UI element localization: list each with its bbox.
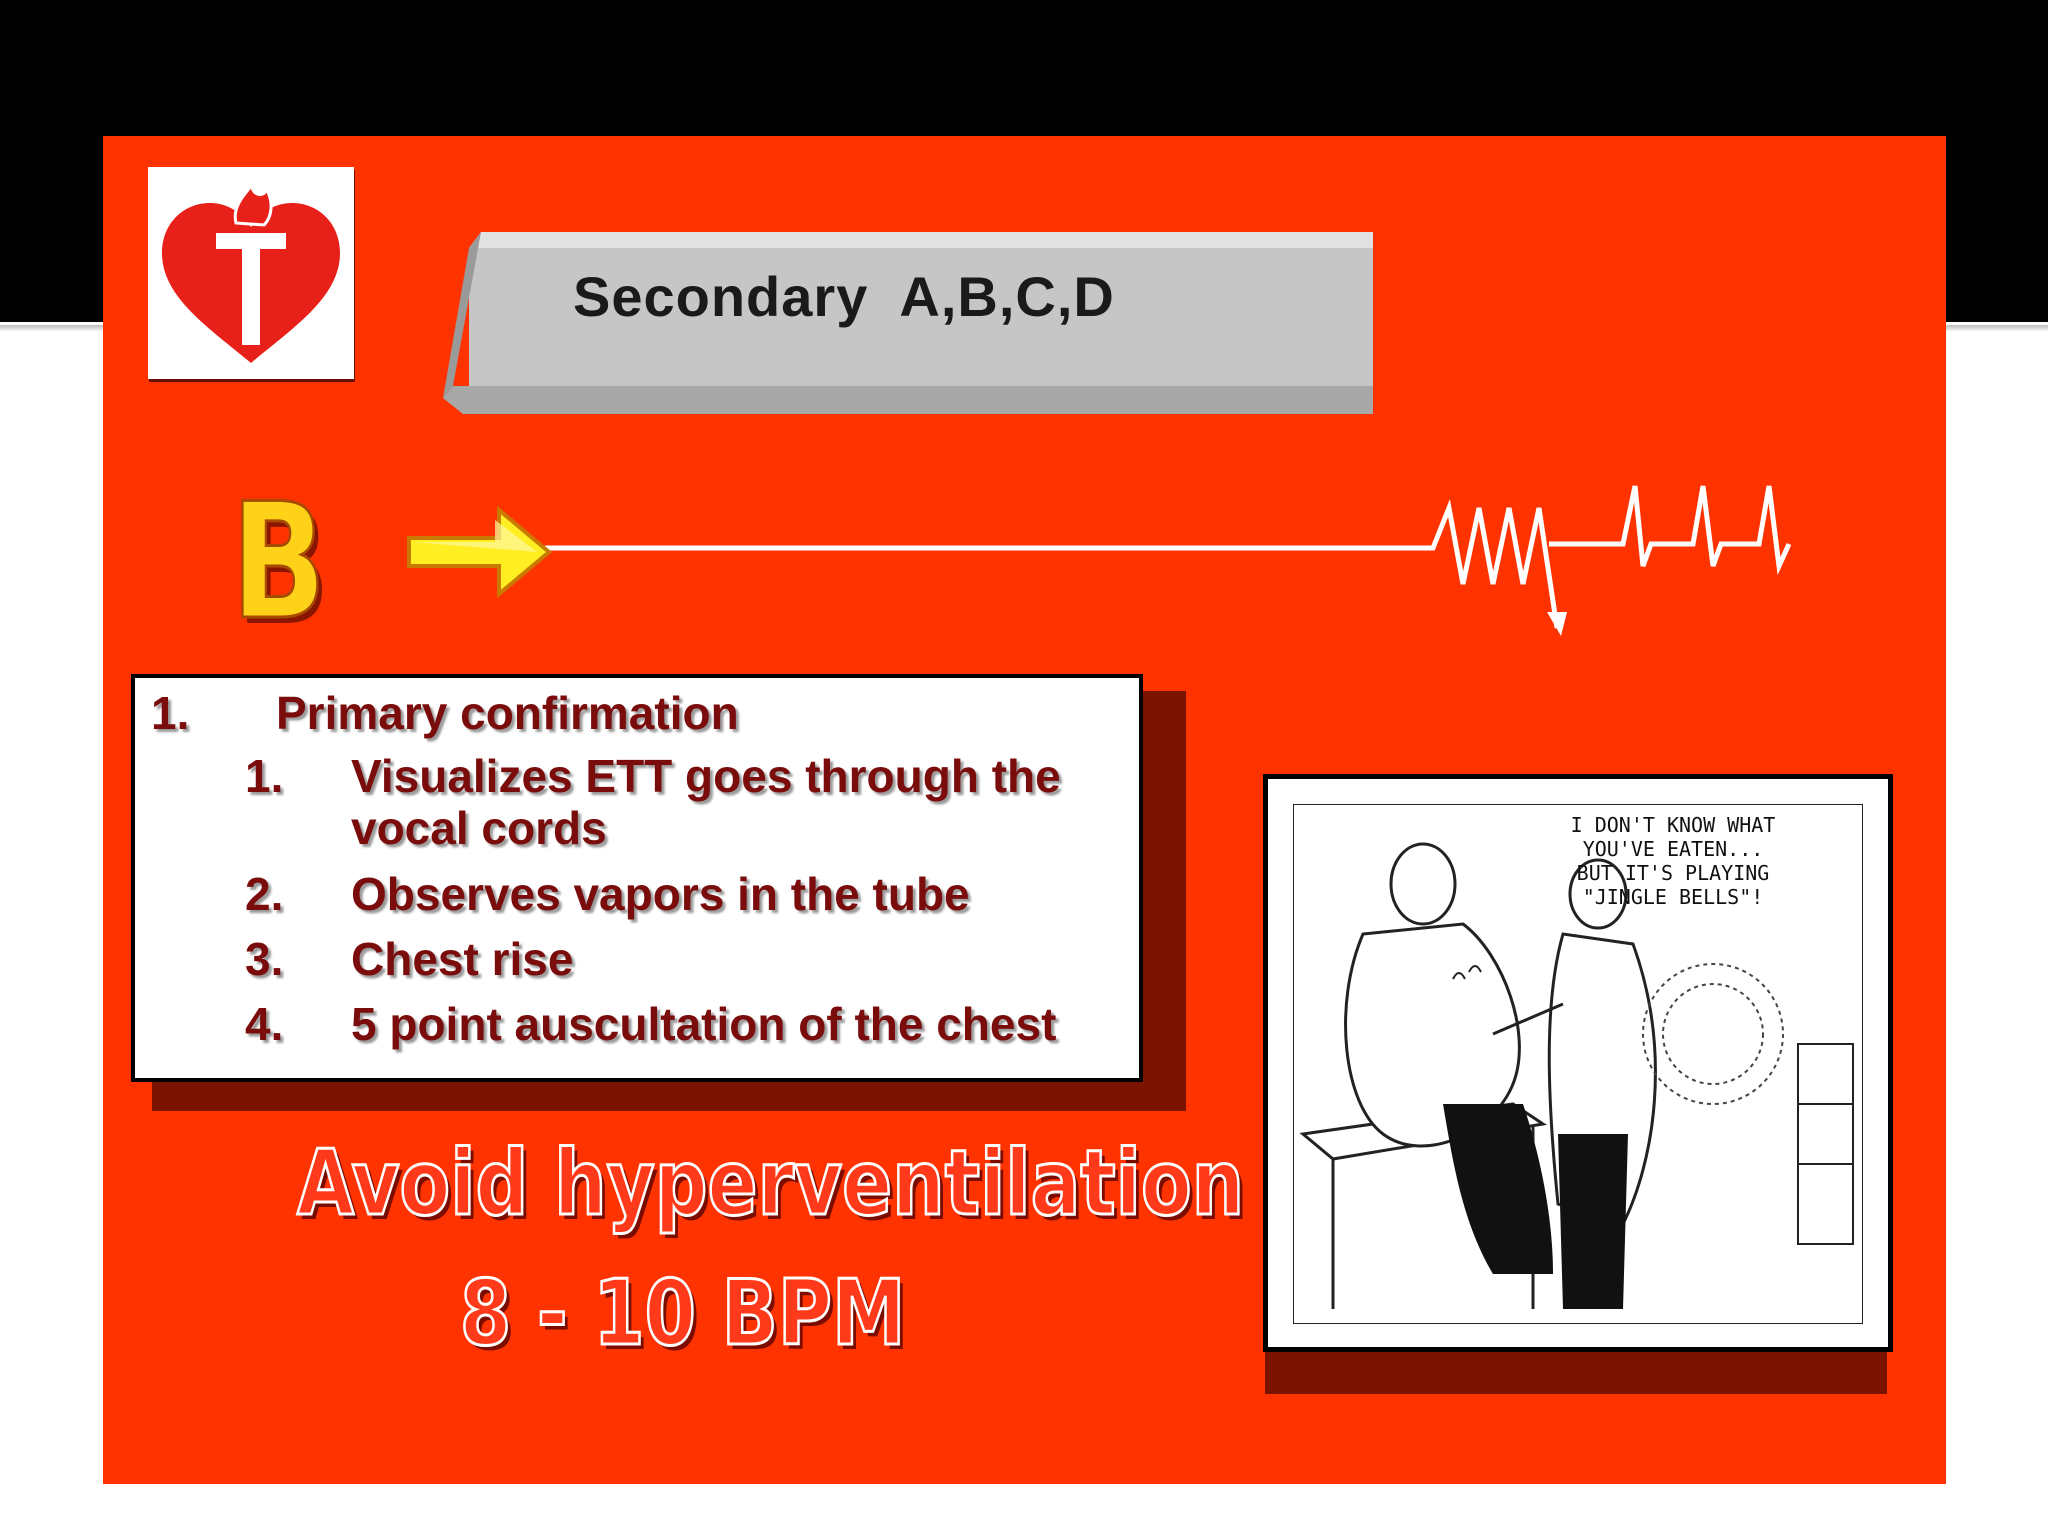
confirmation-list — [131, 674, 1143, 1082]
list-item-text: 5 point auscultation of the chest — [351, 998, 1057, 1050]
section-letter: B — [231, 468, 327, 655]
list-heading-number: 1. — [151, 687, 190, 739]
warning-text — [193, 1131, 1245, 1236]
heart-torch-logo-icon — [148, 167, 354, 379]
list-item-text: Visualizes ETT goes through the vocal cords — [351, 750, 1061, 854]
rate-text — [193, 1261, 1173, 1366]
list-item-number: 3. — [245, 933, 284, 985]
rate-text-label: 8 - 10 BPM — [460, 1261, 906, 1366]
slide-title: Secondary A,B,C,D — [573, 265, 1115, 328]
list-item-number: 1. — [245, 750, 284, 802]
list-item-number: 4. — [245, 998, 284, 1050]
slide-panel — [103, 136, 1946, 1484]
list-heading-text: Primary confirmation — [276, 687, 739, 739]
right-arrow-icon — [399, 496, 559, 606]
warning-text-label: Avoid hyperventilation — [296, 1131, 1245, 1236]
list-item-text: Observes vapors in the tube — [351, 868, 970, 920]
list-item-number: 2. — [245, 868, 284, 920]
ekg-line-icon — [403, 336, 1946, 656]
doctor-cartoon — [1263, 774, 1893, 1352]
list-item-text: Chest rise — [351, 933, 574, 985]
cartoon-caption: I DON'T KNOW WHAT YOU'VE EATEN... BUT IT'S PLAYING "JINGLE BELLS"! — [1570, 813, 1776, 909]
